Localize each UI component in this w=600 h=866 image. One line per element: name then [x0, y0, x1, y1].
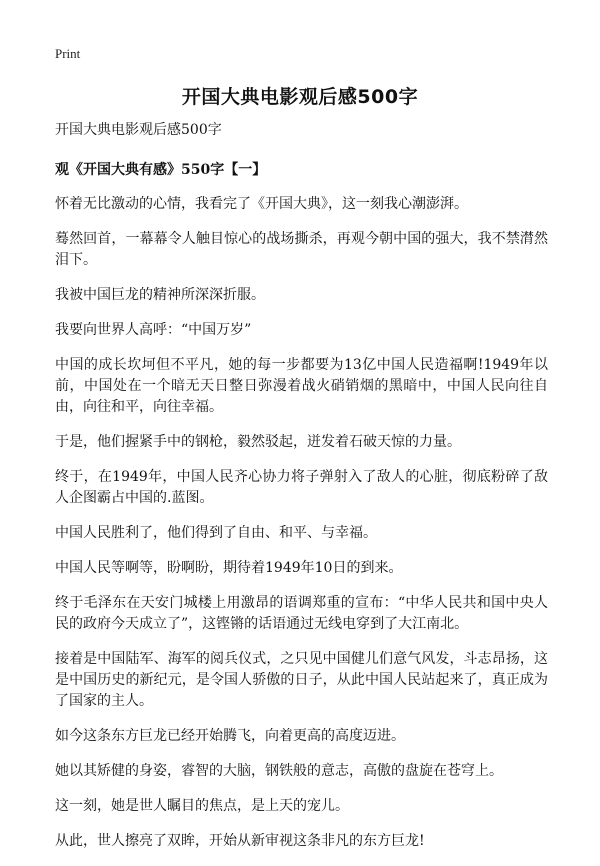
paragraph: 终于，在1949年，中国人民齐心协力将子弹射入了敌人的心脏，彻底粉碎了敌人企图霸占中国的.蓝图。	[55, 469, 548, 506]
article-subtitle: 开国大典电影观后感500字	[55, 122, 222, 138]
paragraph: 这一刻，她是世人瞩目的焦点，是上天的宠儿。	[55, 798, 349, 814]
paragraph: 终于毛泽东在天安门城楼上用激昂的语调郑重的宣布：“中华人民共和国中央人民的政府今天成立了”，这铿锵的话语通过无线电穿到了大江南北。	[55, 595, 548, 632]
paragraph: 蓦然回首，一幕幕令人触目惊心的战场撕杀，再观今朝中国的强大，我不禁潸然泪下。	[55, 231, 548, 268]
paragraph: 如今这条东方巨龙已经开始腾飞，向着更高的高度迈进。	[55, 728, 405, 744]
paragraph: 怀着无比激动的心情，我看完了《开国大典》，这一刻我心潮澎湃。	[55, 196, 468, 212]
paragraph: 她以其矫健的身姿，睿智的大脑，钢铁般的意志，高傲的盘旋在苍穹上。	[55, 763, 503, 779]
print-link[interactable]: Print	[55, 46, 81, 61]
paragraph: 我被中国巨龙的精神所深深折服。	[55, 287, 265, 303]
paragraph: 中国人民等啊等，盼啊盼，期待着1949年10日的到来。	[55, 560, 403, 576]
paragraph: 中国人民胜利了，他们得到了自由、和平、与幸福。	[55, 525, 377, 541]
paragraph: 我要向世界人高呼：“中国万岁”	[55, 322, 252, 338]
section-heading: 观《开国大典有感》550字【一】	[55, 162, 267, 178]
paragraph: 于是，他们握紧手中的钢枪，毅然驳起，迸发着石破天惊的力量。	[55, 434, 461, 450]
article-body	[55, 120, 548, 866]
paragraph: 中国的成长坎坷但不平凡，她的每一步都要为13亿中国人民造福啊!1949年以前，中国处在一个暗无天日整日弥漫着战火硝销烟的黑暗中，中国人民向往自由，向往和平，向往幸福。	[55, 357, 548, 415]
paragraph: 从此，世人擦亮了双眸，开始从新审视这条非凡的东方巨龙!	[55, 833, 425, 849]
page-title: 开国大典电影观后感500字	[181, 86, 419, 108]
paragraph: 接着是中国陆军、海军的阅兵仪式，之只见中国健儿们意气风发，斗志昂扬，这是中国历史的新纪元，是令国人骄傲的日子，从此中国人民站起来了，真正成为了国家的主人。	[55, 651, 548, 709]
